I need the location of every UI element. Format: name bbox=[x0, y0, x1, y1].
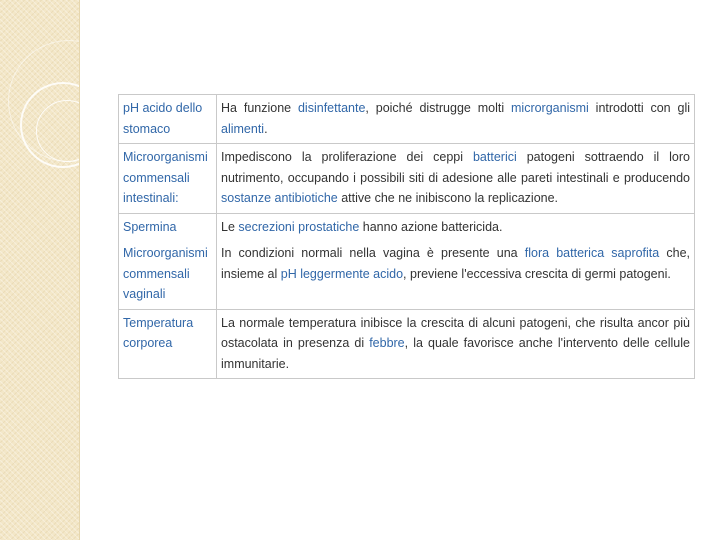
term-label: Spermina bbox=[123, 219, 177, 234]
description-cell: Ha funzione disinfettante, poiché distrugge molti microrganismi introdotti con gli alimenti. bbox=[217, 95, 695, 144]
description-cell: La normale temperatura inibisce la crescita di alcuni patogeni, che risulta ancor più ostacolata in presenza di febbre, la quale favorisce anche l'intervento delle cellule immunitarie. bbox=[217, 309, 695, 379]
glossary-link[interactable]: pH leggermente acido bbox=[280, 266, 404, 281]
table-row bbox=[119, 213, 695, 309]
glossary-link[interactable]: alimenti bbox=[221, 121, 265, 136]
table-row bbox=[119, 144, 695, 214]
term-label: Temperatura corporea bbox=[123, 315, 194, 350]
term-cell bbox=[119, 144, 217, 214]
glossary-link[interactable]: secrezioni prostatiche bbox=[238, 219, 360, 234]
table-row bbox=[119, 309, 695, 379]
decorative-side-band bbox=[0, 0, 80, 540]
term-label: Microorganismi commensali intestinali: bbox=[123, 150, 208, 205]
glossary-link[interactable]: disinfettante bbox=[297, 101, 366, 115]
glossary-link[interactable]: febbre bbox=[369, 336, 405, 350]
glossary-link[interactable]: sostanze antibiotiche bbox=[221, 191, 338, 205]
glossary-link[interactable]: microrganismi bbox=[511, 101, 589, 115]
defense-mechanisms-table bbox=[118, 94, 695, 379]
term-cell bbox=[119, 95, 217, 144]
table-row bbox=[119, 95, 695, 144]
glossary-link[interactable]: flora batterica saprofita bbox=[524, 246, 660, 260]
description-paragraph: Le secrezioni prostatiche hanno azione battericida. bbox=[221, 219, 503, 234]
description-cell bbox=[217, 213, 695, 309]
term-label: pH acido dello stomaco bbox=[123, 101, 203, 136]
glossary-link[interactable]: batterici bbox=[472, 150, 517, 164]
term-cell bbox=[119, 213, 217, 309]
term-cell bbox=[119, 309, 217, 379]
description-paragraph: In condizioni normali nella vagina è presente una flora batterica saprofita che, insieme al pH leggermente acido, previene l'eccessiva crescita di germi patogeni. bbox=[221, 246, 690, 281]
term-label: Microorganismi commensali vaginali bbox=[123, 246, 208, 301]
description-cell: Impediscono la proliferazione dei ceppi batterici patogeni sottraendo il loro nutrimento, occupando i possibili siti di adesione alle pareti intestinali e producendo sostanze antibiotiche attive che ne inibiscono la replicazione. bbox=[217, 144, 695, 214]
